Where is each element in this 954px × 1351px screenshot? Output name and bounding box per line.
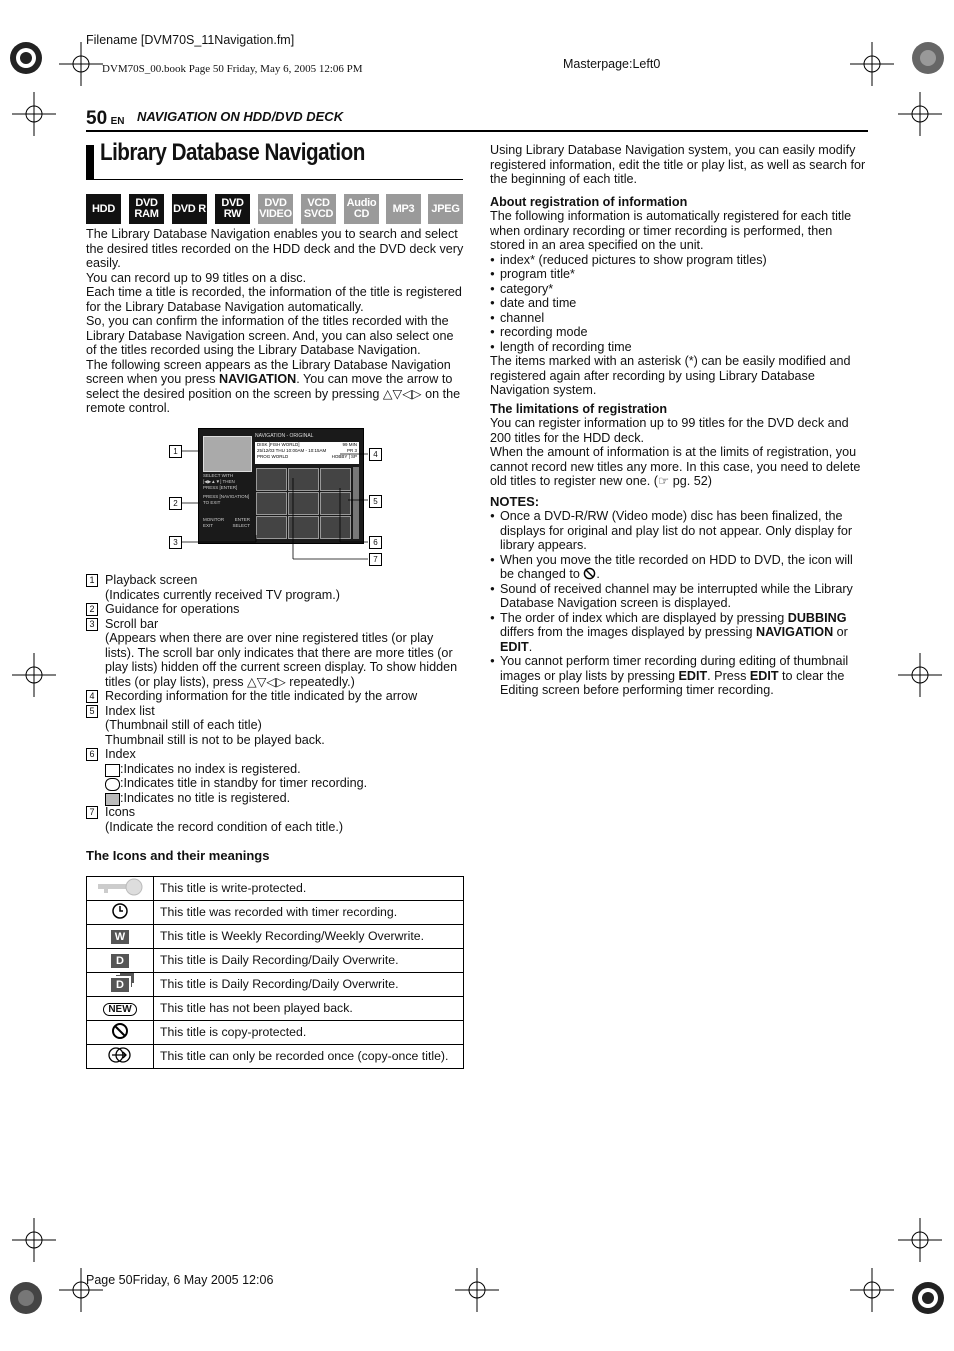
disc-badge: DVD R: [172, 194, 207, 224]
limits-heading: The limitations of registration: [490, 401, 668, 416]
legend-text: Scroll bar: [105, 616, 159, 631]
asterisk-note: The items marked with an asterisk (*) can be easily modified and registered again after recording by using Library Database Navigation system.: [490, 354, 851, 397]
legend-text: Guidance for operations: [105, 602, 240, 616]
crosshair-icon: [12, 1218, 56, 1262]
about-heading: About registration of information: [490, 194, 688, 209]
left-intro: [86, 227, 464, 416]
registration-sunburst-icon: [906, 1276, 950, 1320]
legend-text: :Indicates title in standby for timer recording.: [120, 776, 368, 790]
section-title: NAVIGATION ON HDD/DVD DECK: [137, 109, 344, 124]
print-masterpage: Masterpage:Left0: [563, 57, 661, 71]
icons-table-row: [87, 1021, 464, 1045]
note-text: Sound of received channel may be interrupted while the Library Database Navigation screen is displayed.: [500, 581, 853, 610]
icon-description: This title is copy-protected.: [154, 1021, 464, 1045]
legend-item: [86, 573, 466, 602]
print-book-line: DVM70S_00.book Page 50 Friday, May 6, 2005 12:06 PM: [102, 63, 363, 75]
legend-text: (Appears when there are over nine registered titles (or play: [105, 631, 434, 645]
legend-text: Recording information for the title indicated by the arrow: [105, 689, 418, 703]
icons-table-row: [87, 877, 464, 901]
about-text: The following information is automatically registered for each title when ordinary recording or timer recording is performed, then stored in an area specified on the unit.: [490, 209, 852, 252]
icons-table-row: [87, 973, 464, 997]
legend-text: (Indicate the record condition of each title.): [105, 819, 344, 834]
crosshair-icon: [898, 1218, 942, 1262]
limits-paragraph: You can register information up to 99 titles for the DVD deck and 200 titles for the HDD deck.: [490, 416, 849, 445]
note-text: to clear the Editing screen before performing timer recording.: [500, 668, 845, 697]
crosshair-icon: [12, 92, 56, 136]
legend-text: (Indicates currently received TV program.): [105, 587, 340, 602]
intro-paragraph: So, you can confirm the information of the titles recorded with the Library Database Navigation screen. And, you can also select one of the titles recorded using the Library Database Navigation.: [86, 314, 454, 357]
icons-table-row: [87, 1045, 464, 1069]
notes-heading: NOTES:: [490, 493, 540, 509]
print-filename: Filename [DVM70S_11Navigation.fm]: [86, 33, 295, 47]
playback-screen: [203, 436, 252, 472]
title-bar: [86, 145, 94, 179]
note-text: You cannot perform timer recording during editing of thumbnail images or play lists by pressing: [500, 654, 849, 683]
icon-cell: [87, 925, 154, 949]
registration-sunburst-icon: [4, 36, 48, 80]
icon-cell: [87, 901, 154, 925]
legend-item: [86, 689, 466, 704]
note-text: .: [528, 639, 533, 654]
registration-sunburst-icon: [4, 1276, 48, 1320]
icon-cell: [87, 997, 154, 1021]
no-index-icon: [105, 764, 120, 777]
copy-protected-icon: [583, 567, 596, 581]
about-item: ● program title*: [490, 267, 868, 282]
index-thumbnail: [256, 492, 287, 515]
legend-item: [86, 704, 466, 748]
disc-badge: VCD SVCD: [301, 194, 336, 224]
registration-sunburst-icon: [906, 36, 950, 80]
copy-protected-icon: [111, 1029, 129, 1043]
icons-table: [86, 876, 464, 1069]
legend-number: 2: [86, 603, 98, 616]
crosshair-icon: [59, 42, 103, 86]
icons-heading: The Icons and their meanings: [86, 848, 270, 863]
note-bold-text: EDIT: [678, 668, 708, 683]
daily-stack-icon: D: [111, 978, 129, 992]
index-thumbnail: [320, 468, 351, 491]
note-bold-text: EDIT: [749, 668, 779, 683]
about-list: [490, 253, 868, 355]
about-item: ● date and time: [490, 296, 868, 311]
callout-number: 1: [169, 445, 182, 458]
print-footer: Page 50Friday, 6 May 2005 12:06: [86, 1273, 274, 1287]
weekly-icon: W: [111, 930, 129, 944]
legend-item: [86, 776, 466, 791]
legend-number: 6: [86, 748, 98, 761]
disc-badge: DVD VIDEO: [258, 194, 293, 224]
scroll-bar: [353, 467, 359, 539]
icon-cell: [87, 877, 154, 901]
note-item: [490, 582, 868, 611]
intro-paragraph: You can record up to 99 titles on a disc.: [86, 270, 307, 285]
navigation-screen-diagram: [198, 428, 364, 544]
timer-icon: [111, 909, 129, 923]
icon-description: This title is Weekly Recording/Weekly Overwrite.: [154, 925, 464, 949]
legend-item: [86, 602, 466, 617]
disc-badge: MP3: [386, 194, 421, 224]
index-thumbnail: [288, 468, 319, 491]
about-item: ● channel: [490, 311, 868, 326]
title-rule: [86, 179, 463, 180]
index-list: [255, 467, 351, 539]
note-bold-text: NAVIGATION: [755, 625, 834, 639]
about-item: ● index* (reduced pictures to show program titles): [490, 253, 868, 268]
legend-item: [86, 762, 466, 777]
screen-controls: MONITOR ENTER EXIT SELECT: [203, 517, 250, 528]
limits-paragraph: When the amount of information is at the limits of registration, you cannot record new titles any more. In this case, you need to delete old titles to register new one. (☞ pg. 52): [490, 445, 861, 488]
legend-item: [86, 805, 466, 834]
key-icon: [96, 885, 144, 899]
note-text: Once a DVD-R/RW (Video mode) disc has been finalized, the displays for original and play list do not appear. Only display for library appears.: [500, 509, 853, 552]
legend-text: Index list: [105, 703, 155, 718]
standby-timer-icon: [105, 778, 120, 791]
legend-number: 7: [86, 806, 98, 819]
crosshair-icon: [850, 1268, 894, 1312]
recording-info: DISK [FISH WORLD] 99 MIN 25/12/03 THU 10:00AM - 10:15AM PR 3 PROG WORLD HOBBY | SP: [255, 442, 359, 464]
no-title-icon: [105, 793, 120, 806]
index-thumbnail: [320, 516, 351, 539]
crosshair-icon: [898, 653, 942, 697]
legend-text: :Indicates no title is registered.: [120, 790, 291, 805]
disc-badge: JPEG: [428, 194, 463, 224]
note-text: differs from the images displayed by pressing: [500, 625, 756, 639]
new-icon: NEW: [103, 1003, 136, 1016]
note-text: The order of index which are displayed by pressing: [500, 610, 788, 625]
note-item: [490, 509, 868, 553]
right-column: [490, 143, 868, 698]
legend-number: 4: [86, 690, 98, 703]
disc-badge: HDD: [86, 194, 121, 224]
index-thumbnail: [256, 516, 287, 539]
icon-description: This title is write-protected.: [154, 877, 464, 901]
disc-badge: DVD RAM: [129, 194, 164, 224]
crosshair-icon: [59, 1268, 103, 1312]
note-bold-text: DUBBING: [787, 610, 847, 625]
icon-cell: [87, 973, 154, 997]
callout-number: 4: [369, 448, 382, 461]
legend-item: [86, 791, 466, 806]
note-item: [490, 654, 868, 698]
callout-number: 3: [169, 536, 182, 549]
index-thumbnail: [288, 492, 319, 515]
callout-number: 6: [369, 536, 382, 549]
legend-text: Icons: [105, 805, 136, 819]
screen-header: NAVIGATION - ORIGINAL: [255, 433, 314, 439]
legend-text: play lists) hidden off the current screen display. To show hidden: [105, 660, 458, 674]
icons-table-row: [87, 997, 464, 1021]
note-text: or: [833, 625, 848, 639]
callout-number: 2: [169, 497, 182, 510]
screen-paragraph: The following screen appears as the Library Database Navigation screen when you press NAVIGATION. You can move the arrow to select the desired position on the screen by pressing △▽◁▷ on the remote control.: [86, 357, 461, 415]
icon-description: This title is Daily Recording/Daily Overwrite.: [154, 949, 464, 973]
callout-number: 5: [369, 495, 382, 508]
legend-number: 5: [86, 705, 98, 718]
note-item: [490, 611, 868, 655]
index-thumbnail: [288, 516, 319, 539]
legend-item: [86, 747, 466, 762]
legend-text: (Thumbnail still of each title): [105, 718, 262, 732]
legend-text: :Indicates no index is registered.: [120, 761, 301, 776]
icon-description: This title is Daily Recording/Daily Overwrite.: [154, 973, 464, 997]
header-rule: [86, 130, 868, 132]
icons-table-row: [87, 925, 464, 949]
daily-icon: D: [111, 954, 129, 968]
legend-text: titles (or play lists), press △▽◁▷ repeatedly.): [105, 674, 355, 689]
intro-paragraph: Each time a title is recorded, the information of the title is registered for the Library Database Navigation automatically.: [86, 285, 462, 314]
crosshair-icon: [12, 653, 56, 697]
copy-once-icon: [107, 1053, 133, 1067]
disc-badge: DVD RW: [215, 194, 250, 224]
about-item: ● category*: [490, 282, 868, 297]
icon-cell: [87, 1021, 154, 1045]
icon-description: This title was recorded with timer recording.: [154, 901, 464, 925]
crosshair-icon: [850, 42, 894, 86]
page-header: [86, 108, 125, 130]
legend-number: 1: [86, 574, 98, 587]
callout-number: 7: [369, 553, 382, 566]
about-item: ● recording mode: [490, 325, 868, 340]
icon-cell: [87, 1045, 154, 1069]
guidance-text: SELECT WITH [◀▶▲▼] THEN PRESS [ENTER] PRESS [NAVIGATION] TO EXIT: [203, 473, 250, 505]
page-title: Library Database Navigation: [100, 139, 365, 166]
icons-table-row: [87, 901, 464, 925]
index-thumbnail: [320, 492, 351, 515]
note-text: When you move the title recorded on HDD to DVD, the icon will be changed to: [500, 552, 853, 581]
notes-list: [490, 509, 868, 698]
page-number: 50: [86, 108, 108, 129]
legend-text: Index: [105, 747, 136, 761]
about-item: ● length of recording time: [490, 340, 868, 355]
legend-item: [86, 617, 466, 690]
legend-text: Thumbnail still is not to be played back.: [105, 732, 325, 747]
index-thumbnail: [256, 468, 287, 491]
legend-text: lists). The scroll bar only indicates that there are more titles (or: [105, 645, 453, 660]
crosshair-icon: [898, 92, 942, 136]
right-intro: Using Library Database Navigation system, you can easily modify registered information, edit the title or play list, as well as search for the beginning of each title.: [490, 143, 866, 186]
legend-text: Playback screen: [105, 573, 198, 587]
page-lang: EN: [110, 116, 125, 127]
disc-badge: Audio CD: [344, 194, 379, 224]
note-item: [490, 553, 868, 582]
note-text: .: [596, 567, 600, 581]
icon-description: This title has not been played back.: [154, 997, 464, 1021]
icon-description: This title can only be recorded once (copy-once title).: [154, 1045, 464, 1069]
note-text: . Press: [707, 668, 750, 683]
legend-number: 3: [86, 618, 98, 631]
note-bold-text: EDIT: [500, 639, 529, 654]
icon-cell: [87, 949, 154, 973]
intro-paragraph: The Library Database Navigation enables you to search and select the desired titles recorded on the HDD deck and the DVD deck very easily.: [86, 227, 464, 270]
icons-table-row: [87, 949, 464, 973]
crosshair-icon: [455, 1268, 499, 1312]
